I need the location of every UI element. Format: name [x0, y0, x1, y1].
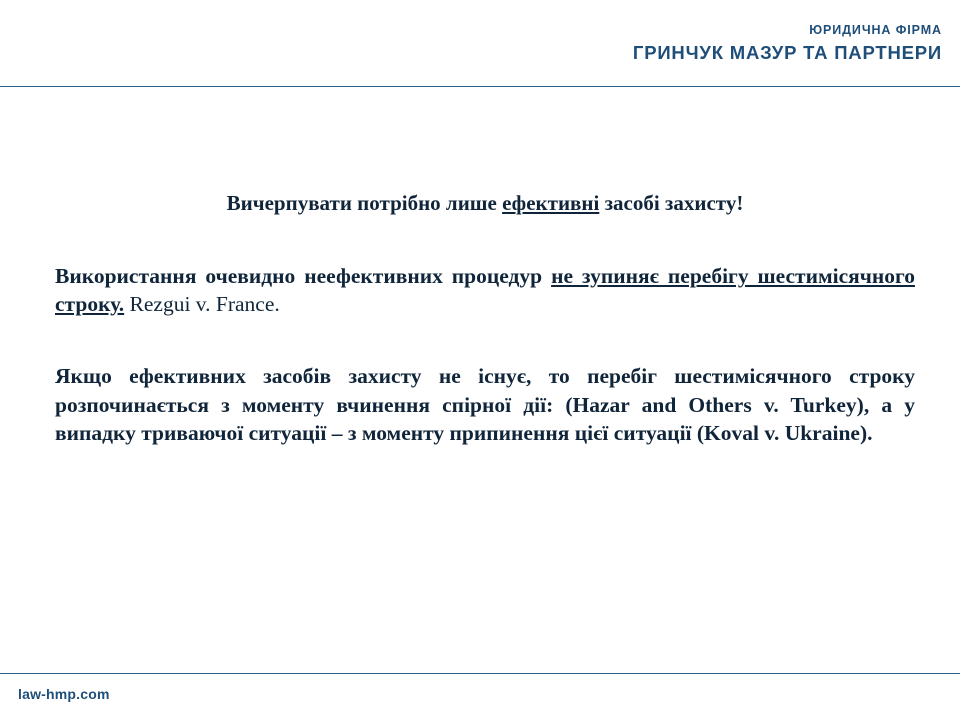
body-paragraph-2: [55, 262, 915, 319]
body-title: [55, 190, 915, 218]
title-underlined: ефективні: [502, 191, 600, 215]
title-part-2: засобі захисту!: [599, 191, 744, 215]
paragraph-2-part-1: Використання очевидно неефективних процедур: [55, 263, 552, 288]
firm-name: ГРИНЧУК МАЗУР ТА ПАРТНЕРИ: [632, 42, 942, 63]
firm-kicker: ЮРИДИЧНА ФІРМА: [809, 23, 942, 37]
slide-header: [0, 0, 960, 86]
body-paragraph-3: Якщо ефективних засобів захисту не існує, то перебіг шестимісячного строку розпочинається з моменту вчинення спірної дії: (Hazar and Others v. Turkey), а у випадку триваючої ситуації – з моменту припинення цієї ситуації (Koval v. Ukraine).: [55, 364, 915, 446]
footer-website: law-hmp.com: [18, 686, 110, 702]
title-part-1: Вичерпувати потрібно лише: [226, 191, 503, 215]
footer-divider: [0, 673, 960, 674]
header-divider: [0, 86, 960, 87]
slide-body: [55, 190, 915, 448]
paragraph-2-case-citation: Rezgui v. France.: [124, 292, 280, 317]
paragraph-2-underlined: не зупиняє перебігу шестимісячного строку.: [55, 263, 915, 317]
